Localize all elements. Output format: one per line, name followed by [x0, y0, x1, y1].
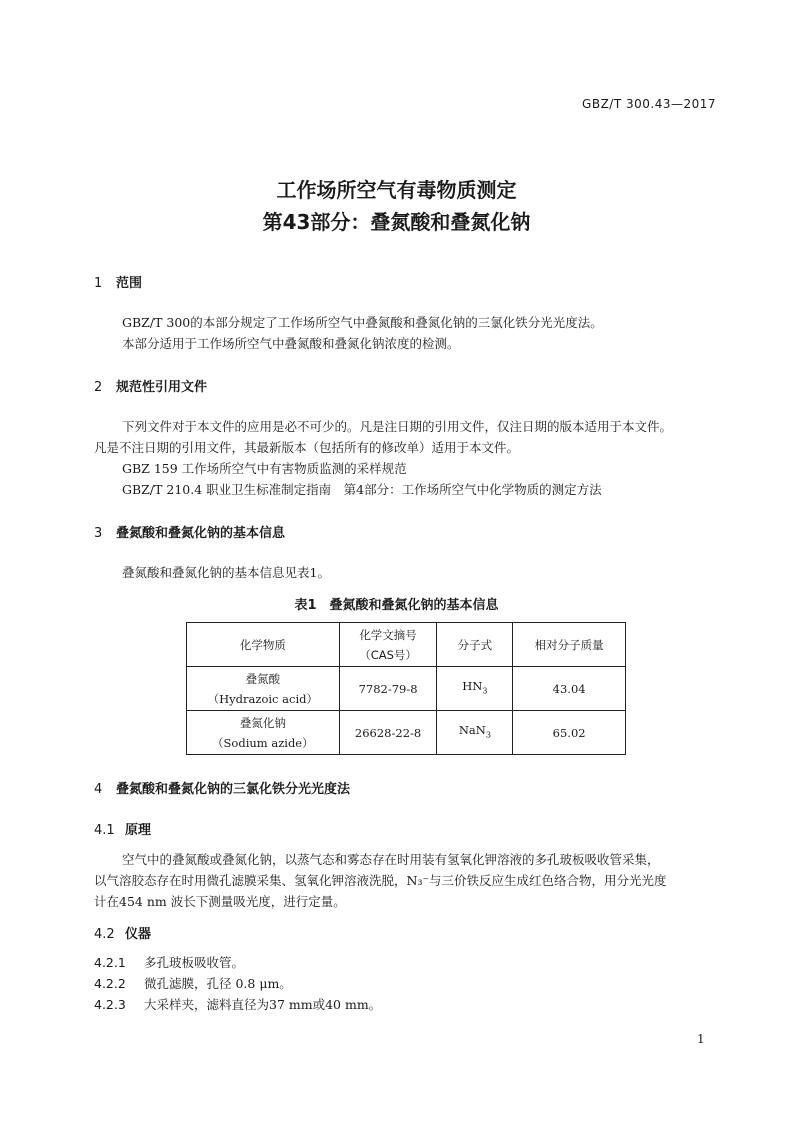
- principle-line-1: 空气中的叠氮酸或叠氮化钠，以蒸气态和雾态存在时用装有氢氧化钾溶液的多孔玻板吸收管采集，: [122, 852, 660, 867]
- section-number: 4.2: [94, 927, 115, 942]
- section-4-1-heading: [94, 819, 151, 838]
- substance-name-en: （Hydrazoic acid）: [207, 691, 318, 706]
- substance-name-cn: 叠氮化钠: [239, 715, 286, 730]
- header-cas-line1: 化学文摘号: [359, 627, 417, 642]
- header-cas-line2: （CAS号）: [359, 647, 417, 662]
- cell-substance: [187, 667, 340, 711]
- table-1-caption: 表1 叠氮酸和叠氮化钠的基本信息: [294, 598, 499, 613]
- section-number: 4.1: [94, 823, 115, 838]
- section-number: 4: [94, 782, 103, 797]
- formula-base: NaN: [458, 722, 486, 737]
- item-text: 大采样夹，滤料直径为37 mm或40 mm。: [144, 997, 382, 1012]
- item-text: 微孔滤膜，孔径 0.8 μm。: [144, 976, 292, 991]
- item-number: 4.2.1: [94, 955, 126, 970]
- section-3-paragraph: 叠氮酸和叠氮化钠的基本信息见表1。: [122, 565, 330, 580]
- section-number: 3: [94, 526, 103, 541]
- section-3-heading: [94, 522, 285, 541]
- header-molecular-mass: 相对分子质量: [513, 623, 626, 667]
- section-title: 规范性引用文件: [116, 380, 208, 395]
- section-title: 原理: [125, 823, 152, 838]
- reference-gbz-t-210-4: GBZ/T 210.4 职业卫生标准制定指南 第4部分：工作场所空气中化学物质的测定方法: [122, 482, 602, 497]
- section-title: 叠氮酸和叠氮化钠的三氯化铁分光光度法: [116, 782, 351, 797]
- section-2-paragraph-line-1: 下列文件对于本文件的应用是必不可少的。凡是注日期的引用文件，仅注日期的版本适用于本文件。: [122, 419, 673, 434]
- section-4-heading: [94, 778, 350, 797]
- cell-formula: [437, 711, 513, 755]
- formula-subscript: 3: [482, 686, 488, 696]
- cell-cas: 7782-79-8: [339, 667, 437, 711]
- substance-name-cn: 叠氮酸: [245, 671, 281, 686]
- principle-line-2: 以气溶胶态存在时用微孔滤膜采集、氢氧化钾溶液洗脱，N₃⁻与三价铁反应生成红色络合物，用分光光度: [94, 873, 667, 888]
- item-number: 4.2.2: [94, 976, 126, 991]
- section-title: 范围: [116, 276, 143, 291]
- document-title-line2: 第43部分：叠氮酸和叠氮化钠: [262, 210, 531, 234]
- section-2-heading: [94, 376, 207, 395]
- section-1-paragraph-2: 本部分适用于工作场所空气中叠氮酸和叠氮化钠浓度的检测。: [122, 336, 460, 351]
- section-1-heading: [94, 272, 142, 291]
- item-number: 4.2.3: [94, 997, 126, 1012]
- item-text: 多孔玻板吸收管。: [144, 955, 245, 970]
- section-title: 仪器: [125, 927, 152, 942]
- header-cas: [339, 623, 437, 667]
- header-substance: 化学物质: [187, 623, 340, 667]
- standard-number: GBZ/T 300.43—2017: [582, 97, 716, 111]
- formula-subscript: 3: [485, 730, 491, 740]
- document-title-line1: 工作场所空气有毒物质测定: [276, 178, 517, 202]
- section-number: 2: [94, 380, 103, 395]
- cell-mass: 65.02: [513, 711, 626, 755]
- page-number: 1: [697, 1032, 705, 1046]
- basic-info-table: [186, 622, 626, 755]
- instrument-item: [94, 995, 381, 1013]
- principle-line-3: 计在454 nm 波长下测量吸光度，进行定量。: [94, 894, 346, 909]
- formula-base: HN: [462, 678, 483, 693]
- cell-substance: [187, 711, 340, 755]
- cell-formula: [437, 667, 513, 711]
- reference-gbz-159: GBZ 159 工作场所空气中有害物质监测的采样规范: [122, 461, 407, 476]
- section-title: 叠氮酸和叠氮化钠的基本信息: [116, 526, 286, 541]
- section-4-2-heading: [94, 923, 151, 942]
- instrument-item: [94, 974, 292, 992]
- table-header-row: [187, 623, 626, 667]
- table-row: [187, 711, 626, 755]
- substance-name-en: （Sodium azide）: [212, 735, 314, 750]
- section-number: 1: [94, 276, 103, 291]
- cell-mass: 43.04: [513, 667, 626, 711]
- cell-cas: 26628-22-8: [339, 711, 437, 755]
- header-formula: 分子式: [437, 623, 513, 667]
- section-2-paragraph-line-2: 凡是不注日期的引用文件，其最新版本（包括所有的修改单）适用于本文件。: [94, 440, 520, 455]
- table-row: [187, 667, 626, 711]
- instrument-item: [94, 953, 244, 971]
- section-1-paragraph-1: GBZ/T 300的本部分规定了工作场所空气中叠氮酸和叠氮化钠的三氯化铁分光光度法。: [122, 315, 603, 330]
